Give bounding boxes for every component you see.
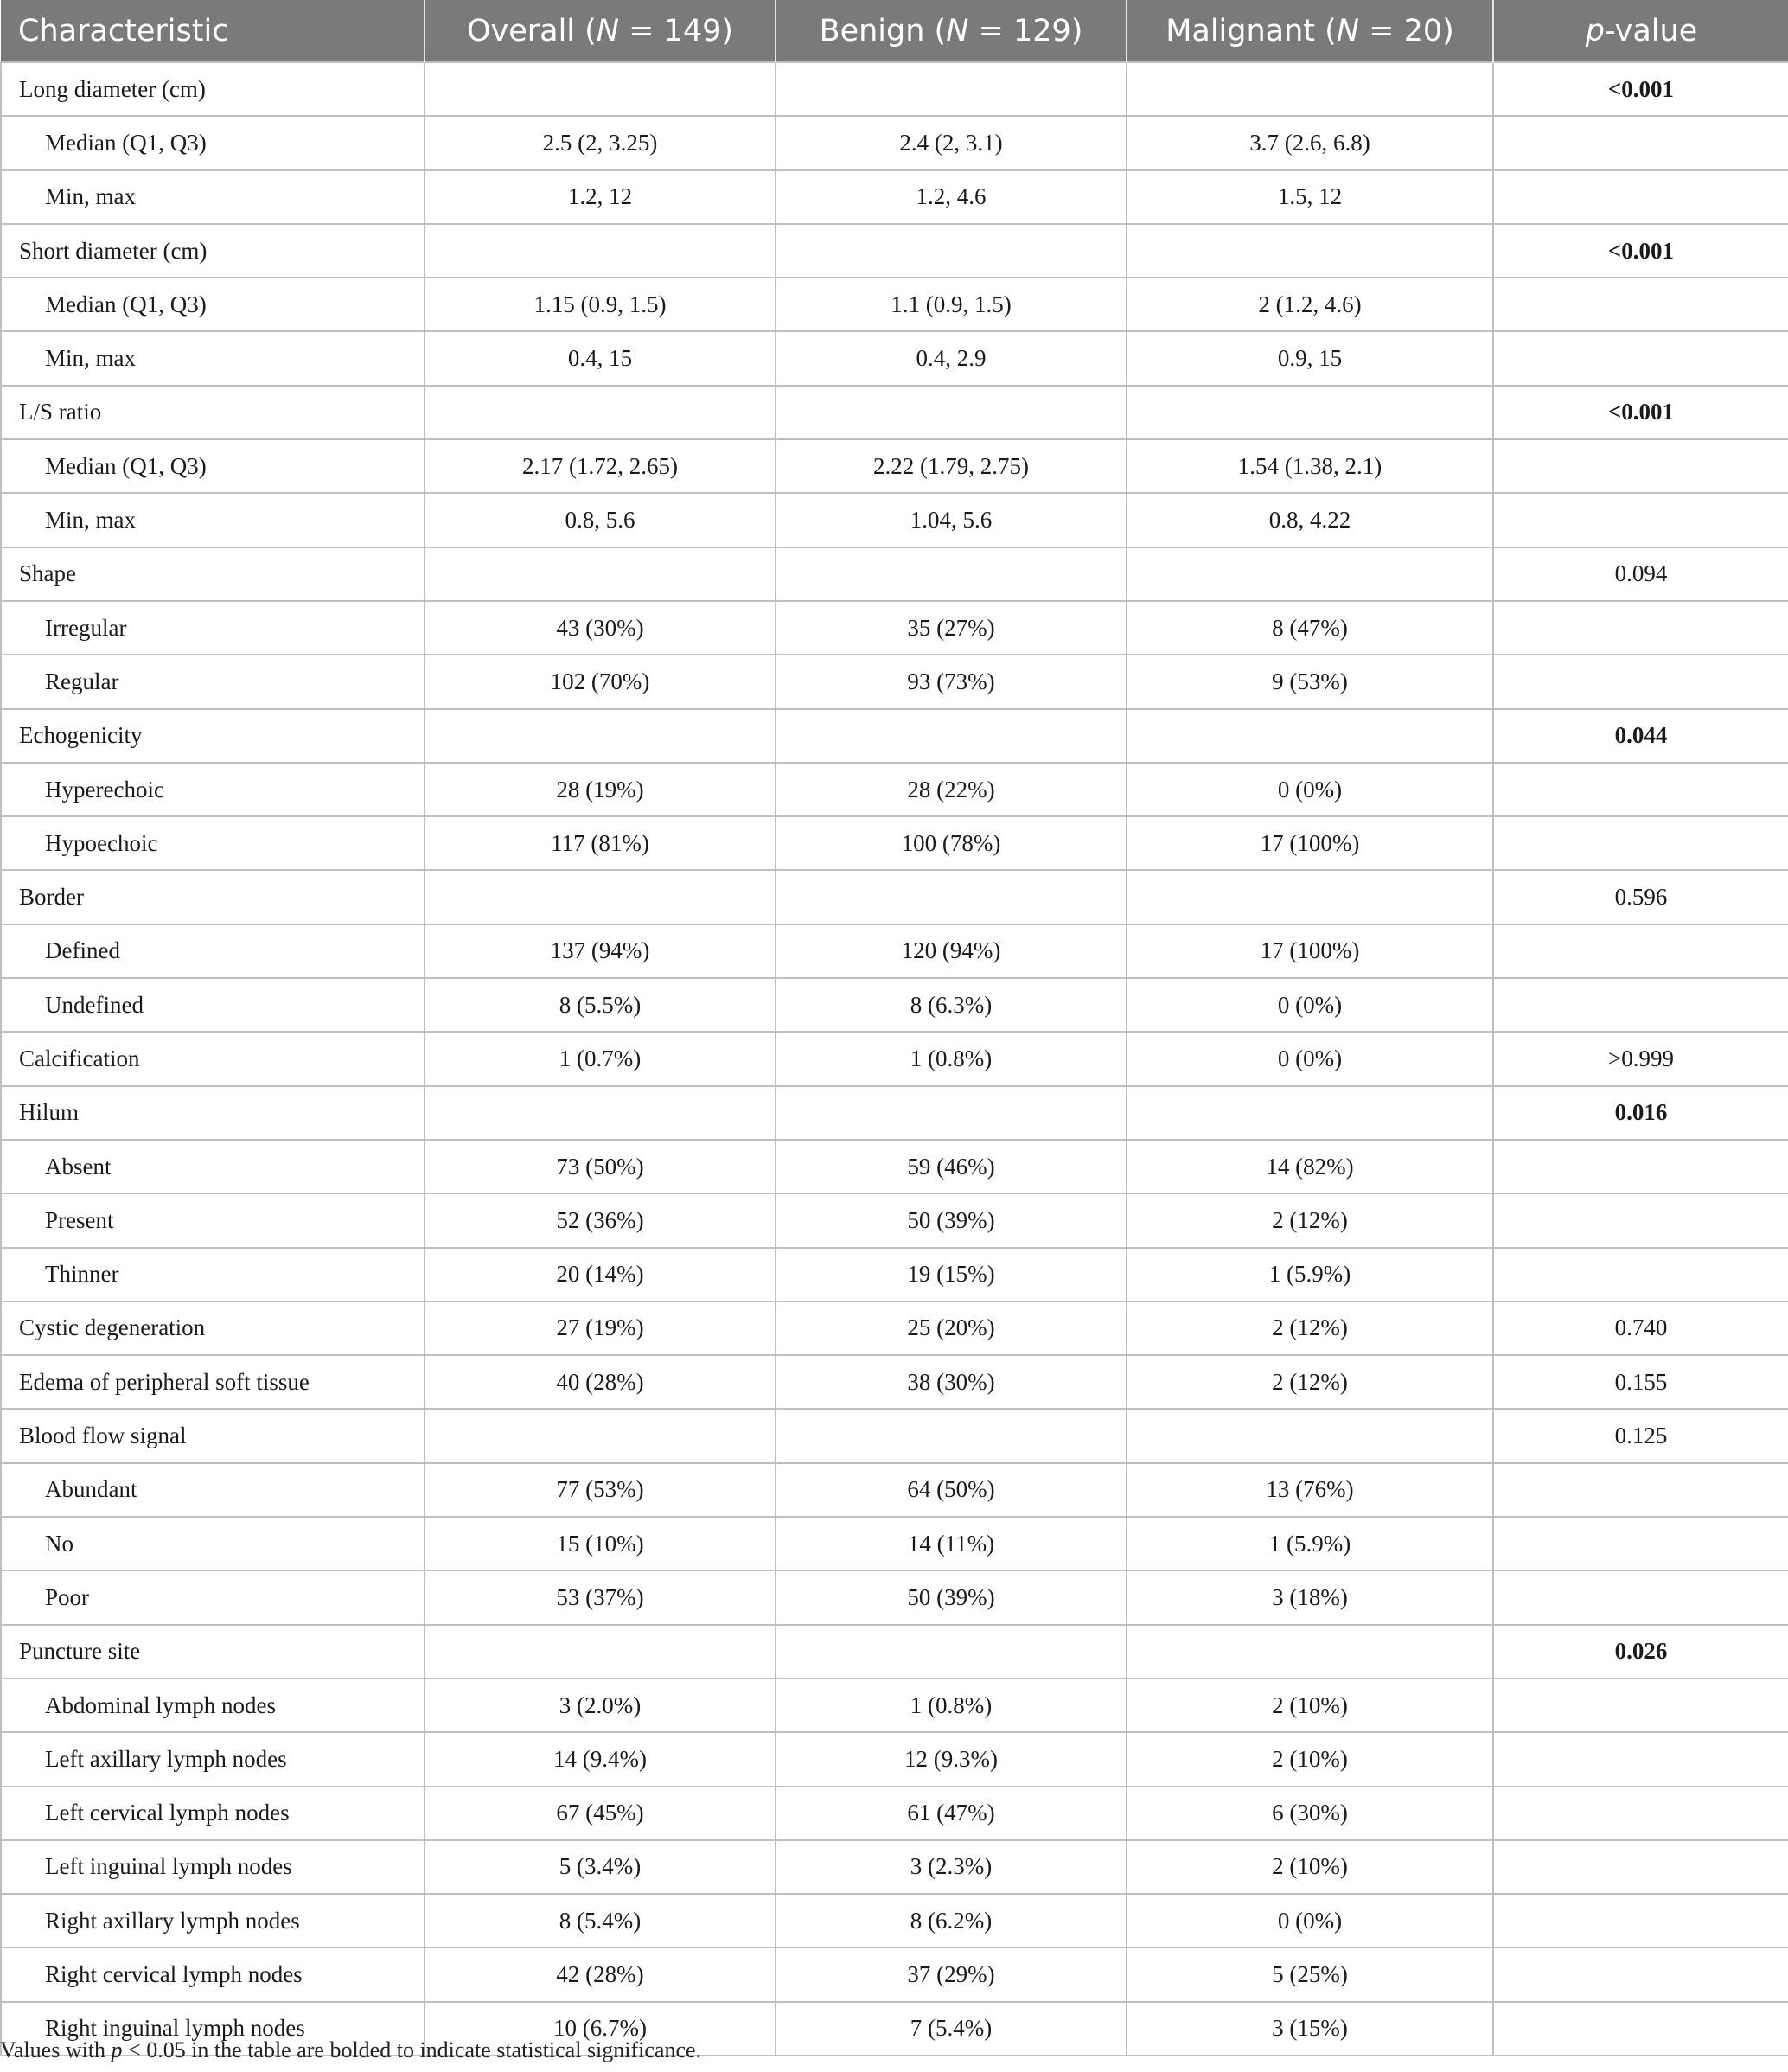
cell-benign: 59 (46%) <box>776 1140 1127 1193</box>
cell-malignant: 1.5, 12 <box>1127 170 1493 224</box>
cell-benign: 35 (27%) <box>776 601 1127 655</box>
cell-benign: 19 (15%) <box>776 1248 1127 1301</box>
cell-overall: 2.5 (2, 3.25) <box>425 116 776 169</box>
table-row <box>1 1032 1788 1085</box>
cell-malignant: 2 (10%) <box>1127 1732 1493 1786</box>
cell-p-value <box>1493 1894 1788 1947</box>
cell-characteristic: Absent <box>1 1140 425 1193</box>
cell-overall <box>425 1086 776 1140</box>
cell-benign: 93 (73%) <box>776 655 1127 708</box>
cell-benign: 0.4, 2.9 <box>776 331 1127 385</box>
cell-p-value <box>1493 1732 1788 1786</box>
table-row <box>1 1301 1788 1355</box>
cell-characteristic: Short diameter (cm) <box>1 224 425 278</box>
cell-characteristic: Right cervical lymph nodes <box>1 1947 425 2001</box>
cell-malignant: 0 (0%) <box>1127 763 1493 816</box>
cell-characteristic: Median (Q1, Q3) <box>1 116 425 169</box>
cell-benign <box>776 1086 1127 1140</box>
cell-benign: 2.4 (2, 3.1) <box>776 116 1127 169</box>
cell-overall: 8 (5.4%) <box>425 1894 776 1947</box>
cell-overall <box>425 224 776 278</box>
cell-benign: 2.22 (1.79, 2.75) <box>776 439 1127 493</box>
cell-p-value <box>1493 1947 1788 2001</box>
table-row <box>1 763 1788 816</box>
header-malignant: Malignant (N = 20) <box>1127 0 1493 62</box>
cell-benign: 14 (11%) <box>776 1517 1127 1570</box>
cell-p-value <box>1493 278 1788 331</box>
cell-malignant: 2 (12%) <box>1127 1193 1493 1247</box>
cell-benign: 1 (0.8%) <box>776 1032 1127 1085</box>
cell-p-value <box>1493 2002 1788 2056</box>
cell-malignant <box>1127 386 1493 439</box>
cell-overall: 28 (19%) <box>425 763 776 816</box>
cell-benign: 50 (39%) <box>776 1570 1127 1624</box>
cell-malignant: 9 (53%) <box>1127 655 1493 708</box>
cell-benign <box>776 1409 1127 1462</box>
table-header <box>1 0 1788 62</box>
cell-characteristic: No <box>1 1517 425 1570</box>
table-row <box>1 924 1788 978</box>
cell-malignant <box>1127 224 1493 278</box>
table-row <box>1 1787 1788 1840</box>
cell-benign: 38 (30%) <box>776 1355 1127 1409</box>
cell-malignant: 17 (100%) <box>1127 924 1493 978</box>
cell-overall: 42 (28%) <box>425 1947 776 2001</box>
cell-p-value <box>1493 816 1788 870</box>
cell-malignant: 14 (82%) <box>1127 1140 1493 1193</box>
table-row <box>1 1463 1788 1517</box>
cell-characteristic: Left inguinal lymph nodes <box>1 1840 425 1894</box>
cell-benign: 120 (94%) <box>776 924 1127 978</box>
header-benign: Benign (N = 129) <box>776 0 1127 62</box>
cell-benign: 1.04, 5.6 <box>776 493 1127 547</box>
cell-benign: 8 (6.2%) <box>776 1894 1127 1947</box>
cell-overall: 77 (53%) <box>425 1463 776 1517</box>
cell-characteristic: Median (Q1, Q3) <box>1 439 425 493</box>
cell-p-value <box>1493 1517 1788 1570</box>
cell-characteristic: Edema of peripheral soft tissue <box>1 1355 425 1409</box>
cell-malignant: 1 (5.9%) <box>1127 1248 1493 1301</box>
cell-p-value <box>1493 655 1788 708</box>
cell-p-value: 0.740 <box>1493 1301 1788 1355</box>
cell-benign <box>776 386 1127 439</box>
header-p-value: p-value <box>1493 0 1788 62</box>
cell-overall <box>425 1409 776 1462</box>
table-row <box>1 1248 1788 1301</box>
cell-p-value <box>1493 1840 1788 1894</box>
cell-benign: 8 (6.3%) <box>776 978 1127 1032</box>
cell-malignant <box>1127 1409 1493 1462</box>
cell-malignant: 2 (12%) <box>1127 1355 1493 1409</box>
cell-characteristic: Border <box>1 870 425 924</box>
cell-p-value <box>1493 331 1788 385</box>
cell-p-value: 0.596 <box>1493 870 1788 924</box>
cell-benign <box>776 547 1127 601</box>
cell-malignant <box>1127 62 1493 116</box>
cell-overall: 1.2, 12 <box>425 170 776 224</box>
cell-malignant: 13 (76%) <box>1127 1463 1493 1517</box>
cell-overall <box>425 1625 776 1679</box>
cell-p-value <box>1493 1570 1788 1624</box>
cell-overall: 43 (30%) <box>425 601 776 655</box>
cell-malignant: 1 (5.9%) <box>1127 1517 1493 1570</box>
cell-malignant: 0 (0%) <box>1127 1032 1493 1085</box>
cell-characteristic: Hypoechoic <box>1 816 425 870</box>
cell-overall: 10 (6.7%) <box>425 2002 776 2056</box>
cell-overall: 102 (70%) <box>425 655 776 708</box>
cell-overall: 53 (37%) <box>425 1570 776 1624</box>
table-row <box>1 547 1788 601</box>
cell-p-value: 0.016 <box>1493 1086 1788 1140</box>
table-row <box>1 278 1788 331</box>
cell-p-value <box>1493 978 1788 1032</box>
cell-overall: 67 (45%) <box>425 1787 776 1840</box>
cell-characteristic: Abdominal lymph nodes <box>1 1679 425 1732</box>
table-row <box>1 1732 1788 1786</box>
cell-overall: 3 (2.0%) <box>425 1679 776 1732</box>
cell-characteristic: Poor <box>1 1570 425 1624</box>
cell-malignant: 2 (10%) <box>1127 1679 1493 1732</box>
cell-benign: 7 (5.4%) <box>776 2002 1127 2056</box>
table-row <box>1 1140 1788 1193</box>
cell-malignant: 2 (1.2, 4.6) <box>1127 278 1493 331</box>
cell-overall: 20 (14%) <box>425 1248 776 1301</box>
cell-overall <box>425 386 776 439</box>
header-overall: Overall (N = 149) <box>425 0 776 62</box>
cell-characteristic: Abundant <box>1 1463 425 1517</box>
table-row <box>1 978 1788 1032</box>
cell-p-value: 0.155 <box>1493 1355 1788 1409</box>
cell-p-value: <0.001 <box>1493 386 1788 439</box>
cell-characteristic: Regular <box>1 655 425 708</box>
table-row <box>1 224 1788 278</box>
cell-malignant <box>1127 870 1493 924</box>
table-row <box>1 1625 1788 1679</box>
cell-overall: 137 (94%) <box>425 924 776 978</box>
cell-benign <box>776 62 1127 116</box>
cell-malignant: 1.54 (1.38, 2.1) <box>1127 439 1493 493</box>
table-row <box>1 1679 1788 1732</box>
cell-p-value <box>1493 1787 1788 1840</box>
cell-malignant: 6 (30%) <box>1127 1787 1493 1840</box>
cell-malignant <box>1127 1086 1493 1140</box>
header-characteristic: Characteristic <box>1 0 425 62</box>
cell-p-value: <0.001 <box>1493 62 1788 116</box>
cell-characteristic: Min, max <box>1 170 425 224</box>
cell-malignant <box>1127 709 1493 763</box>
cell-overall <box>425 62 776 116</box>
cell-characteristic: Calcification <box>1 1032 425 1085</box>
cell-overall: 2.17 (1.72, 2.65) <box>425 439 776 493</box>
cell-benign: 28 (22%) <box>776 763 1127 816</box>
cell-benign <box>776 870 1127 924</box>
cell-p-value: 0.026 <box>1493 1625 1788 1679</box>
cell-benign <box>776 1625 1127 1679</box>
cell-benign: 64 (50%) <box>776 1463 1127 1517</box>
cell-overall: 14 (9.4%) <box>425 1732 776 1786</box>
cell-characteristic: Left axillary lymph nodes <box>1 1732 425 1786</box>
cell-overall: 0.4, 15 <box>425 331 776 385</box>
cell-malignant: 8 (47%) <box>1127 601 1493 655</box>
cell-characteristic: Median (Q1, Q3) <box>1 278 425 331</box>
cell-characteristic: L/S ratio <box>1 386 425 439</box>
cell-benign: 3 (2.3%) <box>776 1840 1127 1894</box>
cell-p-value <box>1493 1193 1788 1247</box>
cell-malignant: 0.8, 4.22 <box>1127 493 1493 547</box>
cell-characteristic: Irregular <box>1 601 425 655</box>
cell-malignant <box>1127 547 1493 601</box>
cell-malignant: 2 (12%) <box>1127 1301 1493 1355</box>
header-row <box>1 0 1788 62</box>
cell-benign: 1.2, 4.6 <box>776 170 1127 224</box>
cell-overall: 73 (50%) <box>425 1140 776 1193</box>
table-row <box>1 116 1788 169</box>
cell-malignant: 0.9, 15 <box>1127 331 1493 385</box>
cell-overall <box>425 870 776 924</box>
table-row <box>1 1840 1788 1894</box>
cell-overall: 52 (36%) <box>425 1193 776 1247</box>
cell-overall: 5 (3.4%) <box>425 1840 776 1894</box>
cell-overall <box>425 547 776 601</box>
cell-p-value <box>1493 601 1788 655</box>
cell-characteristic: Puncture site <box>1 1625 425 1679</box>
cell-p-value <box>1493 1140 1788 1193</box>
cell-benign: 1 (0.8%) <box>776 1679 1127 1732</box>
cell-overall: 8 (5.5%) <box>425 978 776 1032</box>
cell-characteristic: Present <box>1 1193 425 1247</box>
cell-malignant: 0 (0%) <box>1127 978 1493 1032</box>
cell-malignant: 5 (25%) <box>1127 1947 1493 2001</box>
cell-p-value <box>1493 1463 1788 1517</box>
cell-characteristic: Shape <box>1 547 425 601</box>
table-row <box>1 386 1788 439</box>
cell-benign: 1.1 (0.9, 1.5) <box>776 278 1127 331</box>
cell-overall: 1.15 (0.9, 1.5) <box>425 278 776 331</box>
table-row <box>1 1570 1788 1624</box>
table-body <box>1 62 1788 2056</box>
table-row <box>1 439 1788 493</box>
table-row <box>1 1086 1788 1140</box>
table-footnote: Values with p < 0.05 in the table are bolded to indicate statistical significance. <box>0 2037 702 2062</box>
cell-malignant: 3.7 (2.6, 6.8) <box>1127 116 1493 169</box>
table-row <box>1 1409 1788 1462</box>
cell-p-value: 0.094 <box>1493 547 1788 601</box>
cell-p-value <box>1493 1679 1788 1732</box>
table-row <box>1 601 1788 655</box>
table-row <box>1 655 1788 708</box>
cell-p-value <box>1493 493 1788 547</box>
cell-p-value <box>1493 439 1788 493</box>
table-row <box>1 870 1788 924</box>
table-row <box>1 1947 1788 2001</box>
table-row <box>1 331 1788 385</box>
cell-characteristic: Cystic degeneration <box>1 1301 425 1355</box>
cell-overall: 1 (0.7%) <box>425 1032 776 1085</box>
cell-characteristic: Left cervical lymph nodes <box>1 1787 425 1840</box>
cell-overall: 40 (28%) <box>425 1355 776 1409</box>
cell-malignant: 17 (100%) <box>1127 816 1493 870</box>
cell-characteristic: Min, max <box>1 493 425 547</box>
cell-characteristic: Right inguinal lymph nodes <box>1 2002 425 2056</box>
table-row <box>1 709 1788 763</box>
cell-p-value: <0.001 <box>1493 224 1788 278</box>
cell-benign: 37 (29%) <box>776 1947 1127 2001</box>
cell-overall: 15 (10%) <box>425 1517 776 1570</box>
cell-characteristic: Long diameter (cm) <box>1 62 425 116</box>
table-row <box>1 493 1788 547</box>
cell-p-value <box>1493 763 1788 816</box>
cell-malignant: 2 (10%) <box>1127 1840 1493 1894</box>
cell-characteristic: Hyperechoic <box>1 763 425 816</box>
cell-overall: 27 (19%) <box>425 1301 776 1355</box>
cell-benign: 100 (78%) <box>776 816 1127 870</box>
cell-benign: 50 (39%) <box>776 1193 1127 1247</box>
cell-overall: 117 (81%) <box>425 816 776 870</box>
cell-benign: 61 (47%) <box>776 1787 1127 1840</box>
cell-characteristic: Echogenicity <box>1 709 425 763</box>
table-row <box>1 1355 1788 1409</box>
cell-characteristic: Hilum <box>1 1086 425 1140</box>
cell-p-value <box>1493 1248 1788 1301</box>
table-row <box>1 1517 1788 1570</box>
cell-p-value <box>1493 170 1788 224</box>
cell-malignant <box>1127 1625 1493 1679</box>
cell-p-value <box>1493 116 1788 169</box>
cell-overall <box>425 709 776 763</box>
cell-malignant: 3 (15%) <box>1127 2002 1493 2056</box>
cell-benign: 12 (9.3%) <box>776 1732 1127 1786</box>
cell-characteristic: Undefined <box>1 978 425 1032</box>
cell-p-value: >0.999 <box>1493 1032 1788 1085</box>
table-row <box>1 1894 1788 1947</box>
cell-malignant: 3 (18%) <box>1127 1570 1493 1624</box>
cell-p-value: 0.044 <box>1493 709 1788 763</box>
table-row <box>1 62 1788 116</box>
cell-characteristic: Blood flow signal <box>1 1409 425 1462</box>
cell-benign: 25 (20%) <box>776 1301 1127 1355</box>
cell-overall: 0.8, 5.6 <box>425 493 776 547</box>
cell-p-value <box>1493 924 1788 978</box>
table-row <box>1 1193 1788 1247</box>
cell-characteristic: Right axillary lymph nodes <box>1 1894 425 1947</box>
cell-malignant: 0 (0%) <box>1127 1894 1493 1947</box>
cell-characteristic: Defined <box>1 924 425 978</box>
table-row <box>1 170 1788 224</box>
cell-p-value: 0.125 <box>1493 1409 1788 1462</box>
cell-benign <box>776 709 1127 763</box>
cell-benign <box>776 224 1127 278</box>
cell-characteristic: Min, max <box>1 331 425 385</box>
table-row <box>1 816 1788 870</box>
cell-characteristic: Thinner <box>1 1248 425 1301</box>
